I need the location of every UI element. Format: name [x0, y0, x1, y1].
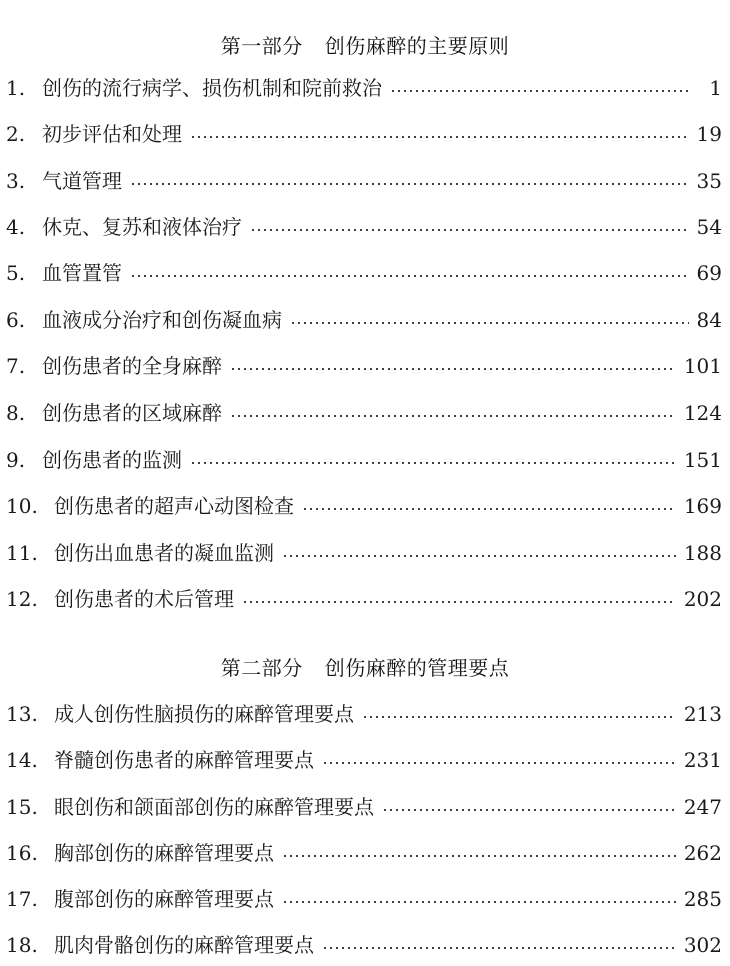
dot-leader: [322, 947, 676, 949]
entry-number: 7.: [6, 354, 26, 378]
entry-page: 188: [683, 541, 722, 565]
toc-entry-13[interactable]: [6, 699, 722, 729]
dot-leader: [190, 462, 676, 464]
entry-title: 眼创伤和颌面部创伤的麻醉管理要点: [54, 795, 374, 819]
entry-number: 1.: [6, 76, 26, 100]
entry-page: 262: [683, 841, 722, 865]
entry-title: 创伤患者的区域麻醉: [42, 401, 222, 425]
part-2-title: 创伤麻醉的管理要点: [324, 656, 510, 680]
entry-number: 8.: [6, 401, 26, 425]
entry-title: 创伤患者的全身麻醉: [42, 354, 222, 378]
dot-leader: [282, 555, 676, 557]
entry-page: 231: [683, 748, 722, 772]
entry-page: 124: [683, 401, 722, 425]
entry-page: 35: [696, 169, 722, 193]
dot-leader: [130, 275, 689, 277]
dot-leader: [242, 601, 676, 603]
entry-number: 13.: [6, 702, 38, 726]
entry-number: 15.: [6, 795, 38, 819]
entry-number: 5.: [6, 261, 26, 285]
entry-page: 151: [683, 448, 722, 472]
toc-entry-1[interactable]: [6, 73, 722, 103]
dot-leader: [282, 855, 676, 857]
toc-entry-16[interactable]: [6, 838, 722, 868]
entry-page: 169: [683, 494, 722, 518]
entry-title: 腹部创伤的麻醉管理要点: [54, 887, 274, 911]
dot-leader: [362, 716, 676, 718]
entry-number: 18.: [6, 933, 38, 957]
toc-entry-6[interactable]: [6, 305, 722, 335]
dot-leader: [290, 322, 689, 324]
toc-entry-4[interactable]: [6, 212, 722, 242]
entry-page: 202: [683, 587, 722, 611]
entry-title: 脊髓创伤患者的麻醉管理要点: [54, 748, 314, 772]
entry-number: 17.: [6, 887, 38, 911]
part-1-label: 第一部分: [220, 34, 303, 58]
entry-title: 肌肉骨骼创伤的麻醉管理要点: [54, 933, 314, 957]
toc-entry-10[interactable]: [6, 491, 722, 521]
part-1-heading: [0, 30, 730, 59]
entry-title: 创伤的流行病学、损伤机制和院前救治: [42, 76, 382, 100]
toc-entry-14[interactable]: [6, 745, 722, 775]
entry-page: 69: [696, 261, 722, 285]
part-2-label: 第二部分: [220, 656, 303, 680]
entry-title: 创伤患者的术后管理: [54, 587, 234, 611]
entry-page: 213: [683, 702, 722, 726]
entry-number: 12.: [6, 587, 38, 611]
toc-entry-9[interactable]: [6, 445, 722, 475]
dot-leader: [230, 368, 676, 370]
toc-entry-12[interactable]: [6, 584, 722, 614]
entry-number: 9.: [6, 448, 26, 472]
entry-number: 2.: [6, 122, 26, 146]
entry-page: 19: [696, 122, 722, 146]
entry-page: 285: [683, 887, 722, 911]
entry-title: 气道管理: [42, 169, 122, 193]
toc-entry-15[interactable]: [6, 792, 722, 822]
entry-page: 54: [696, 215, 722, 239]
entry-number: 3.: [6, 169, 26, 193]
entry-number: 14.: [6, 748, 38, 772]
entry-page: 84: [696, 308, 722, 332]
entry-number: 10.: [6, 494, 38, 518]
toc-entry-18[interactable]: [6, 930, 722, 960]
toc-entry-5[interactable]: [6, 258, 722, 288]
toc-entry-3[interactable]: [6, 166, 722, 196]
entry-page: 302: [683, 933, 722, 957]
entry-title: 休克、复苏和液体治疗: [42, 215, 242, 239]
entry-number: 16.: [6, 841, 38, 865]
dot-leader: [302, 508, 676, 510]
dot-leader: [390, 90, 690, 92]
toc-entry-17[interactable]: [6, 884, 722, 914]
dot-leader: [250, 229, 689, 231]
entry-title: 血液成分治疗和创伤凝血病: [42, 308, 282, 332]
dot-leader: [322, 762, 676, 764]
dot-leader: [230, 415, 676, 417]
entry-title: 成人创伤性脑损伤的麻醉管理要点: [54, 702, 354, 726]
entry-title: 创伤患者的超声心动图检查: [54, 494, 294, 518]
part-2-heading: [0, 652, 730, 681]
toc-entry-7[interactable]: [6, 351, 722, 381]
toc-entry-8[interactable]: [6, 398, 722, 428]
dot-leader: [190, 136, 689, 138]
entry-title: 初步评估和处理: [42, 122, 182, 146]
entry-number: 11.: [6, 541, 38, 565]
part-1-title: 创伤麻醉的主要原则: [324, 34, 510, 58]
entry-number: 4.: [6, 215, 26, 239]
entry-title: 创伤出血患者的凝血监测: [54, 541, 274, 565]
entry-page: 247: [683, 795, 722, 819]
toc-entry-11[interactable]: [6, 538, 722, 568]
entry-number: 6.: [6, 308, 26, 332]
dot-leader: [282, 901, 676, 903]
entry-title: 创伤患者的监测: [42, 448, 182, 472]
entry-title: 血管置管: [42, 261, 122, 285]
dot-leader: [382, 809, 676, 811]
entry-page: 1: [709, 76, 722, 100]
entry-page: 101: [683, 354, 722, 378]
dot-leader: [130, 183, 689, 185]
toc-entry-2[interactable]: [6, 119, 722, 149]
entry-title: 胸部创伤的麻醉管理要点: [54, 841, 274, 865]
